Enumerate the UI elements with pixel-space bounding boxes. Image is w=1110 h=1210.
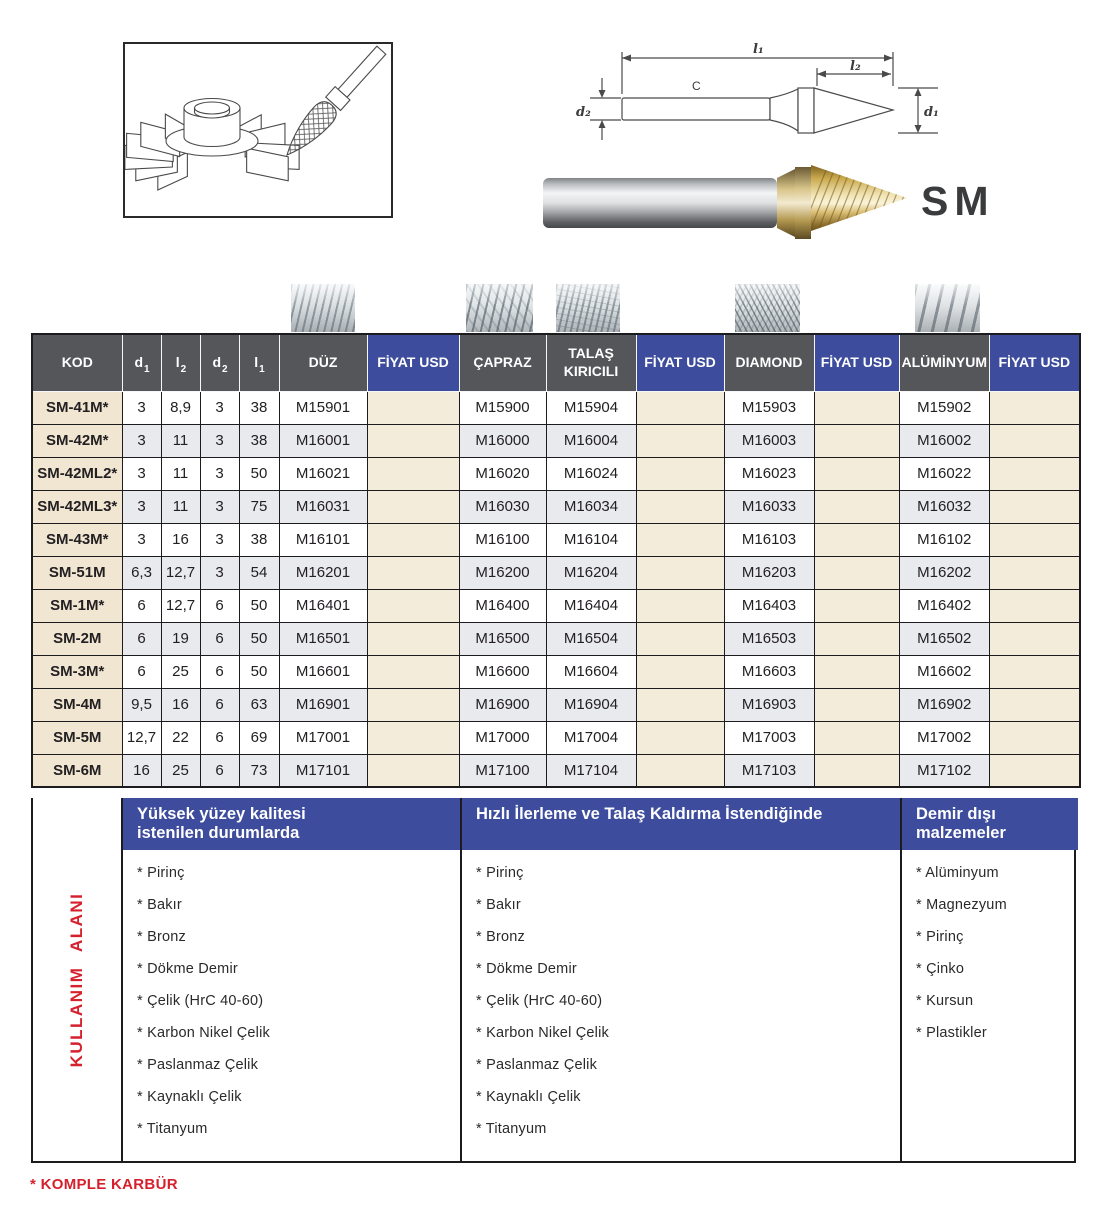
kod-cell: SM-42M* <box>32 424 122 457</box>
usage-item: * Paslanmaz Çelik <box>476 1057 598 1073</box>
table-row <box>32 556 1080 589</box>
l2-cell: 22 <box>161 721 200 754</box>
fiyat-diamond-cell <box>814 391 899 424</box>
usage-section <box>31 798 1076 1163</box>
usage-item: * Bronz <box>476 929 525 945</box>
duz-header: DÜZ <box>279 334 367 391</box>
fiyat-diamond-cell <box>814 424 899 457</box>
dim-label-d1: d₁ <box>924 105 939 120</box>
fiyat-aluminyum-cell <box>990 457 1080 490</box>
aluminyum-cell: M15902 <box>899 391 990 424</box>
fiyat-capraz-cell <box>636 688 724 721</box>
usage-item: * Magnezyum <box>916 897 1007 913</box>
aluminyum-header: ALÜMİNYUM <box>899 334 990 391</box>
diamond-header: DIAMOND <box>724 334 814 391</box>
talas-kiricili-cell: M16404 <box>546 589 636 622</box>
kod-cell: SM-51M <box>32 556 122 589</box>
duz-cell: M16501 <box>279 622 367 655</box>
talas-kiricili-texture-image <box>556 284 620 332</box>
usage-item: * Plastikler <box>916 1025 987 1041</box>
fiyat-aluminyum-cell <box>990 523 1080 556</box>
kod-cell: SM-4M <box>32 688 122 721</box>
aluminyum-cell: M16602 <box>899 655 990 688</box>
d2-cell: 3 <box>200 391 239 424</box>
duz-cell: M16031 <box>279 490 367 523</box>
capraz-cell: M16200 <box>459 556 546 589</box>
fiyat-capraz-cell <box>636 589 724 622</box>
capraz-cell: M16600 <box>459 655 546 688</box>
fiyat-duz-cell <box>367 655 459 688</box>
series-code-label: SM <box>921 178 995 224</box>
kod-cell: SM-42ML2* <box>32 457 122 490</box>
fiyat-aluminyum-cell <box>990 688 1080 721</box>
d1-cell: 3 <box>122 457 161 490</box>
duz-cell: M16021 <box>279 457 367 490</box>
usage-item: * Bronz <box>137 929 186 945</box>
fiyat-aluminyum-cell <box>990 754 1080 787</box>
fiyat-duz-cell <box>367 556 459 589</box>
l2-cell: 8,9 <box>161 391 200 424</box>
d2-cell: 3 <box>200 424 239 457</box>
l1-cell: 38 <box>239 391 279 424</box>
d2-cell: 6 <box>200 754 239 787</box>
d2-cell: 3 <box>200 556 239 589</box>
l2-cell: 12,7 <box>161 556 200 589</box>
kod-cell: SM-1M* <box>32 589 122 622</box>
usage-column-header: Yüksek yüzey kalitesi istenilen durumlarda <box>123 798 460 850</box>
dim-label-l1: l₁ <box>753 42 764 57</box>
fiyat-capraz-cell <box>636 754 724 787</box>
fiyat-duz-cell <box>367 490 459 523</box>
fiyat-aluminyum-cell <box>990 721 1080 754</box>
fiyat-capraz-header: FİYAT USD <box>636 334 724 391</box>
duz-cell: M15901 <box>279 391 367 424</box>
table-row <box>32 457 1080 490</box>
l1-cell: 73 <box>239 754 279 787</box>
kod-cell: SM-3M* <box>32 655 122 688</box>
usage-item: * Pirinç <box>916 929 964 945</box>
aluminyum-cell: M16022 <box>899 457 990 490</box>
usage-item: * Çinko <box>916 961 965 977</box>
fiyat-aluminyum-cell <box>990 655 1080 688</box>
kod-header: KOD <box>32 334 122 391</box>
aluminyum-cell: M16002 <box>899 424 990 457</box>
fiyat-duz-cell <box>367 589 459 622</box>
usage-item: * Karbon Nikel Çelik <box>137 1025 270 1041</box>
diamond-cell: M16023 <box>724 457 814 490</box>
fiyat-aluminyum-cell <box>990 556 1080 589</box>
l2-cell: 11 <box>161 424 200 457</box>
duz-cell: M16401 <box>279 589 367 622</box>
usage-column-header: Hızlı İlerleme ve Talaş Kaldırma İstendiğinde <box>462 798 900 850</box>
diamond-cell: M16033 <box>724 490 814 523</box>
l1-cell: 69 <box>239 721 279 754</box>
usage-item: * Karbon Nikel Çelik <box>476 1025 609 1041</box>
fiyat-capraz-cell <box>636 424 724 457</box>
usage-column-header: Demir dışı malzemeler <box>902 798 1078 850</box>
usage-item: * Kursun <box>916 993 974 1009</box>
fiyat-duz-cell <box>367 688 459 721</box>
talas-kiricili-cell: M16004 <box>546 424 636 457</box>
capraz-cell: M16030 <box>459 490 546 523</box>
aluminyum-cell: M16902 <box>899 688 990 721</box>
fiyat-aluminyum-cell <box>990 424 1080 457</box>
d2-header: $d_2$ <box>200 334 239 391</box>
fiyat-duz-cell <box>367 457 459 490</box>
l1-header: $l_1$ <box>239 334 279 391</box>
l1-cell: 63 <box>239 688 279 721</box>
dim-label-d2: d₂ <box>576 105 591 120</box>
fiyat-diamond-header: FİYAT USD <box>814 334 899 391</box>
fiyat-diamond-cell <box>814 688 899 721</box>
kod-cell: SM-2M <box>32 622 122 655</box>
l2-header: $l_2$ <box>161 334 200 391</box>
fiyat-duz-header: FİYAT USD <box>367 334 459 391</box>
usage-item: * Kaynaklı Çelik <box>137 1089 242 1105</box>
l1-cell: 54 <box>239 556 279 589</box>
table-row <box>32 523 1080 556</box>
kod-cell: SM-6M <box>32 754 122 787</box>
talas-kiricili-cell: M16904 <box>546 688 636 721</box>
fiyat-capraz-cell <box>636 490 724 523</box>
diamond-cell: M16003 <box>724 424 814 457</box>
d2-cell: 6 <box>200 655 239 688</box>
l1-cell: 38 <box>239 424 279 457</box>
fiyat-capraz-cell <box>636 391 724 424</box>
capraz-cell: M16100 <box>459 523 546 556</box>
diamond-cell: M15903 <box>724 391 814 424</box>
impeller-deburring-drawing <box>125 44 391 216</box>
capraz-cell: M16020 <box>459 457 546 490</box>
duz-texture-image <box>291 284 355 332</box>
diamond-cell: M16403 <box>724 589 814 622</box>
fiyat-capraz-cell <box>636 556 724 589</box>
footnote: * KOMPLE KARBÜR <box>30 1176 178 1193</box>
l1-cell: 75 <box>239 490 279 523</box>
d1-cell: 6 <box>122 589 161 622</box>
fiyat-capraz-cell <box>636 655 724 688</box>
fiyat-diamond-cell <box>814 490 899 523</box>
diamond-cell: M16603 <box>724 655 814 688</box>
d2-cell: 6 <box>200 622 239 655</box>
talas-kiricili-header: TALAŞ KIRICILI <box>546 334 636 391</box>
talas-kiricili-cell: M16034 <box>546 490 636 523</box>
capraz-cell: M17100 <box>459 754 546 787</box>
talas-kiricili-cell: M16504 <box>546 622 636 655</box>
usage-item: * Dökme Demir <box>476 961 577 977</box>
usage-column <box>123 798 460 1161</box>
fiyat-diamond-cell <box>814 754 899 787</box>
capraz-cell: M16000 <box>459 424 546 457</box>
kod-cell: SM-42ML3* <box>32 490 122 523</box>
capraz-header: ÇAPRAZ <box>459 334 546 391</box>
table-row <box>32 391 1080 424</box>
usage-item: * Bakır <box>476 897 521 913</box>
l2-cell: 25 <box>161 655 200 688</box>
fiyat-diamond-cell <box>814 589 899 622</box>
fiyat-capraz-cell <box>636 523 724 556</box>
duz-cell: M17001 <box>279 721 367 754</box>
table-header-row <box>32 334 1080 391</box>
usage-item: * Pirinç <box>476 865 524 881</box>
table-row <box>32 589 1080 622</box>
usage-columns <box>123 798 1078 1161</box>
fiyat-aluminyum-cell <box>990 622 1080 655</box>
diamond-cell: M17103 <box>724 754 814 787</box>
diamond-cell: M16103 <box>724 523 814 556</box>
d1-cell: 3 <box>122 523 161 556</box>
diamond-cell: M16903 <box>724 688 814 721</box>
usage-item: * Çelik (HrC 40-60) <box>476 993 603 1009</box>
d1-header: $d_1$ <box>122 334 161 391</box>
talas-kiricili-cell: M16024 <box>546 457 636 490</box>
kod-cell: SM-41M* <box>32 391 122 424</box>
l2-cell: 16 <box>161 688 200 721</box>
usage-item: * Titanyum <box>137 1121 208 1137</box>
application-illustration <box>123 42 393 218</box>
usage-item: * Bakır <box>137 897 182 913</box>
aluminyum-texture-image <box>915 284 980 332</box>
capraz-cell: M15900 <box>459 391 546 424</box>
l1-cell: 50 <box>239 622 279 655</box>
duz-cell: M16601 <box>279 655 367 688</box>
duz-cell: M16101 <box>279 523 367 556</box>
fiyat-duz-cell <box>367 721 459 754</box>
capraz-texture-image <box>466 284 533 332</box>
table-row <box>32 688 1080 721</box>
fiyat-aluminyum-cell <box>990 589 1080 622</box>
d1-cell: 3 <box>122 391 161 424</box>
capraz-cell: M16400 <box>459 589 546 622</box>
fiyat-aluminyum-cell <box>990 490 1080 523</box>
talas-kiricili-cell: M16604 <box>546 655 636 688</box>
l1-cell: 50 <box>239 655 279 688</box>
kod-cell: SM-5M <box>32 721 122 754</box>
table-row <box>32 655 1080 688</box>
d2-cell: 3 <box>200 490 239 523</box>
dim-label-l2: l₂ <box>850 59 861 74</box>
fiyat-diamond-cell <box>814 457 899 490</box>
diamond-cell: M16203 <box>724 556 814 589</box>
capraz-cell: M16500 <box>459 622 546 655</box>
duz-cell: M16901 <box>279 688 367 721</box>
fiyat-capraz-cell <box>636 457 724 490</box>
l2-cell: 16 <box>161 523 200 556</box>
d1-cell: 3 <box>122 424 161 457</box>
capraz-cell: M17000 <box>459 721 546 754</box>
talas-kiricili-cell: M17004 <box>546 721 636 754</box>
talas-kiricili-cell: M17104 <box>546 754 636 787</box>
d1-cell: 3 <box>122 490 161 523</box>
l1-cell: 50 <box>239 589 279 622</box>
l1-cell: 50 <box>239 457 279 490</box>
fiyat-capraz-cell <box>636 721 724 754</box>
table-row <box>32 754 1080 787</box>
fiyat-duz-cell <box>367 754 459 787</box>
table-row <box>32 424 1080 457</box>
fiyat-aluminyum-header: FİYAT USD <box>990 334 1080 391</box>
talas-kiricili-cell: M16104 <box>546 523 636 556</box>
d1-cell: 16 <box>122 754 161 787</box>
fiyat-duz-cell <box>367 523 459 556</box>
table-row <box>32 721 1080 754</box>
d2-cell: 3 <box>200 457 239 490</box>
burr-product-photo <box>540 153 940 245</box>
table-row <box>32 490 1080 523</box>
usage-side-label-cell <box>33 798 123 1161</box>
d1-cell: 9,5 <box>122 688 161 721</box>
usage-side-label: KULLANIM ALANI <box>67 892 86 1067</box>
d2-cell: 6 <box>200 589 239 622</box>
fiyat-duz-cell <box>367 622 459 655</box>
aluminyum-cell: M16032 <box>899 490 990 523</box>
aluminyum-cell: M16202 <box>899 556 990 589</box>
duz-cell: M16201 <box>279 556 367 589</box>
fiyat-diamond-cell <box>814 523 899 556</box>
usage-column <box>900 798 1078 1161</box>
fiyat-capraz-cell <box>636 622 724 655</box>
table-row <box>32 622 1080 655</box>
d1-cell: 6,3 <box>122 556 161 589</box>
l2-cell: 19 <box>161 622 200 655</box>
usage-item: * Pirinç <box>137 865 185 881</box>
duz-cell: M16001 <box>279 424 367 457</box>
fiyat-diamond-cell <box>814 622 899 655</box>
talas-kiricili-cell: M16204 <box>546 556 636 589</box>
fiyat-aluminyum-cell <box>990 391 1080 424</box>
talas-kiricili-cell: M15904 <box>546 391 636 424</box>
fiyat-diamond-cell <box>814 556 899 589</box>
dim-label-c: C <box>692 79 701 93</box>
diamond-cell: M17003 <box>724 721 814 754</box>
fiyat-duz-cell <box>367 424 459 457</box>
aluminyum-cell: M16102 <box>899 523 990 556</box>
product-table <box>31 333 1081 788</box>
kod-cell: SM-43M* <box>32 523 122 556</box>
d2-cell: 3 <box>200 523 239 556</box>
aluminyum-cell: M16502 <box>899 622 990 655</box>
usage-column <box>460 798 900 1161</box>
usage-item: * Dökme Demir <box>137 961 238 977</box>
duz-cell: M17101 <box>279 754 367 787</box>
diamond-cell: M16503 <box>724 622 814 655</box>
capraz-cell: M16900 <box>459 688 546 721</box>
d1-cell: 6 <box>122 655 161 688</box>
l2-cell: 12,7 <box>161 589 200 622</box>
aluminyum-cell: M17102 <box>899 754 990 787</box>
fiyat-diamond-cell <box>814 655 899 688</box>
l2-cell: 11 <box>161 490 200 523</box>
fiyat-diamond-cell <box>814 721 899 754</box>
d2-cell: 6 <box>200 688 239 721</box>
l2-cell: 11 <box>161 457 200 490</box>
fiyat-duz-cell <box>367 391 459 424</box>
usage-item: * Alüminyum <box>916 865 999 881</box>
d1-cell: 12,7 <box>122 721 161 754</box>
l1-cell: 38 <box>239 523 279 556</box>
usage-item: * Çelik (HrC 40-60) <box>137 993 264 1009</box>
dimension-diagram <box>560 36 1010 156</box>
diamond-texture-image <box>735 284 800 332</box>
table-body <box>32 391 1080 787</box>
usage-item: * Titanyum <box>476 1121 547 1137</box>
usage-item: * Paslanmaz Çelik <box>137 1057 259 1073</box>
d1-cell: 6 <box>122 622 161 655</box>
d2-cell: 6 <box>200 721 239 754</box>
aluminyum-cell: M17002 <box>899 721 990 754</box>
l2-cell: 25 <box>161 754 200 787</box>
aluminyum-cell: M16402 <box>899 589 990 622</box>
usage-item: * Kaynaklı Çelik <box>476 1089 581 1105</box>
